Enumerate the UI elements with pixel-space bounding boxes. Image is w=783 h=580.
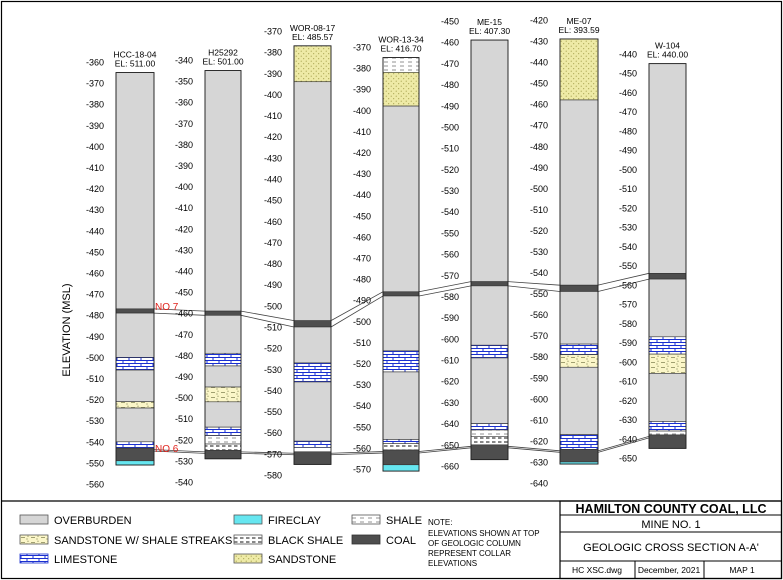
- tick-label: -520: [352, 359, 371, 369]
- stratum-overburden: [383, 106, 419, 292]
- tick-label: -440: [618, 49, 637, 60]
- stratum-overburden: [649, 64, 686, 274]
- tick-label: -450: [174, 287, 193, 298]
- tick-label: -500: [440, 122, 459, 133]
- tick-label: -530: [263, 364, 282, 375]
- stratum-sandstone-shale-streaks: [560, 355, 598, 368]
- stratum-coal: [116, 448, 154, 461]
- legend-label-coal: COAL: [386, 535, 416, 547]
- tick-label: -510: [174, 414, 193, 425]
- tick-label: -420: [352, 148, 371, 158]
- tick-label: -410: [174, 203, 193, 214]
- tick-label: -630: [529, 457, 548, 468]
- tick-label: -560: [263, 428, 282, 439]
- tick-label: -640: [529, 478, 548, 489]
- well-name: W-104: [655, 40, 680, 51]
- tick-label: -560: [440, 249, 459, 260]
- y-axis-label: ELEVATION (MSL): [61, 283, 73, 377]
- tick-label: -550: [440, 228, 459, 239]
- well-name: HCC-18-04: [113, 49, 157, 60]
- stratum-coal: [294, 452, 331, 465]
- well-h25292: [175, 48, 244, 488]
- tick-label: -530: [440, 186, 459, 197]
- stratum-coal: [383, 450, 419, 465]
- legend-swatch-sandstone-shale-streaks: [20, 535, 48, 544]
- tick-label: -580: [529, 352, 548, 363]
- well-name: H25292: [208, 47, 238, 58]
- tick-label: -590: [529, 373, 548, 384]
- tick-label: -370: [85, 78, 104, 89]
- tick-label: -450: [440, 16, 459, 27]
- note-line-4: ELEVATIONS: [428, 559, 478, 568]
- tick-label: -390: [85, 120, 104, 131]
- stratum-overburden: [205, 71, 241, 312]
- tick-label: -580: [263, 470, 282, 481]
- tick-label: -490: [174, 372, 193, 382]
- legend-item-limestone: [20, 554, 117, 566]
- tick-label: -400: [85, 141, 104, 152]
- stratum-limestone: [294, 441, 331, 447]
- tick-label: -460: [440, 37, 459, 48]
- tick-label: -520: [174, 435, 193, 446]
- tick-label: -370: [174, 118, 193, 129]
- legend-label-limestone: LIMESTONE: [54, 554, 118, 566]
- tick-label: -640: [618, 434, 637, 445]
- legend-swatch-overburden: [20, 515, 48, 524]
- tick-label: -500: [85, 352, 104, 363]
- stratum-overburden: [205, 315, 241, 353]
- tick-label: -410: [352, 126, 371, 137]
- stratum-overburden: [383, 372, 419, 440]
- stratum-overburden: [471, 286, 508, 345]
- tick-label: -560: [529, 310, 548, 321]
- tick-label: -450: [263, 195, 282, 206]
- tick-label: -590: [618, 338, 637, 349]
- tick-label: -520: [85, 395, 104, 406]
- tick-label: -520: [529, 225, 548, 236]
- tick-label: -540: [529, 268, 548, 279]
- stratum-overburden: [294, 327, 331, 363]
- tick-label: -470: [618, 107, 637, 118]
- stratum-shale: [205, 436, 241, 444]
- stratum-limestone: [205, 427, 241, 435]
- drawing-file: HC XSC.dwg: [571, 565, 623, 575]
- stratum-black-shale: [205, 444, 241, 450]
- tick-label: -650: [440, 440, 459, 451]
- stratum-limestone: [471, 424, 508, 430]
- tick-label: -470: [263, 237, 282, 248]
- tick-label: -470: [174, 329, 193, 340]
- tick-label: -520: [618, 203, 637, 214]
- stratum-coal: [294, 321, 331, 327]
- tick-label: -490: [352, 295, 371, 306]
- well-me-15: [441, 17, 510, 472]
- tick-label: -620: [529, 436, 548, 447]
- stratum-sandstone: [560, 39, 598, 100]
- tick-label: -620: [440, 376, 459, 387]
- well-me-07: [530, 16, 600, 489]
- legend-swatch-shale: [352, 515, 380, 524]
- tick-label: -470: [352, 253, 371, 264]
- legend-swatch-limestone: [20, 554, 48, 563]
- legend-item-sandstone: [234, 554, 336, 566]
- stratum-overburden: [116, 73, 154, 309]
- legend-swatch-coal: [352, 535, 380, 544]
- well-name: ME-15: [476, 17, 503, 28]
- stratum-overburden: [560, 100, 598, 285]
- tick-label: -440: [529, 57, 548, 68]
- stratum-sandstone-shale-streaks: [205, 387, 241, 402]
- stratum-overburden: [560, 291, 598, 344]
- tick-label: -450: [618, 68, 637, 79]
- mine-name: MINE NO. 1: [641, 519, 701, 531]
- well-elevation: EL: 501.00: [202, 56, 244, 67]
- tick-label: -540: [618, 241, 637, 252]
- tick-label: -530: [352, 380, 371, 391]
- tick-label: -450: [529, 78, 548, 89]
- seam-line-no7: [419, 282, 471, 292]
- legend-label-fireclay: FIRECLAY: [268, 515, 321, 527]
- tick-label: -540: [440, 207, 459, 218]
- stratum-limestone: [560, 435, 598, 450]
- tick-label: -540: [263, 385, 282, 396]
- stratum-overburden: [383, 296, 419, 351]
- tick-label: -550: [618, 261, 637, 272]
- seam-label-no6: NO 6: [155, 444, 179, 455]
- stratum-limestone: [294, 363, 331, 382]
- tick-label: -470: [440, 58, 459, 69]
- tick-label: -610: [440, 355, 459, 366]
- legend-label-sandstone-shale-streaks: SANDSTONE W/ SHALE STREAKS: [54, 535, 233, 547]
- stratum-coal: [205, 450, 241, 458]
- tick-label: -380: [263, 47, 282, 58]
- title-block: [560, 501, 782, 579]
- tick-label: -560: [85, 479, 104, 490]
- tick-label: -350: [174, 76, 193, 87]
- tick-label: -380: [85, 99, 104, 110]
- tick-label: -560: [618, 280, 637, 291]
- stratum-sandstone-shale-streaks: [649, 354, 686, 373]
- stratum-black-shale: [383, 444, 419, 450]
- tick-label: -390: [263, 68, 282, 79]
- legend: [20, 515, 422, 566]
- well-name: WOR-13-34: [378, 34, 424, 45]
- drawing-date: December, 2021: [637, 565, 701, 575]
- legend-label-black-shale: BLACK SHALE: [268, 535, 344, 547]
- stratum-overburden: [649, 279, 686, 337]
- well-elevation: EL: 416.70: [380, 43, 422, 54]
- tick-label: -500: [618, 164, 637, 175]
- well-elevation: EL: 511.00: [114, 58, 156, 69]
- tick-label: -460: [352, 232, 371, 243]
- company-name: HAMILTON COUNTY COAL, LLC: [575, 502, 767, 516]
- tick-label: -530: [85, 416, 104, 427]
- note-line-2: OF GEOLOGIC COLUMN: [428, 539, 521, 548]
- tick-label: -580: [618, 318, 637, 329]
- tick-label: -550: [352, 422, 371, 433]
- well-hcc-18-04: [86, 50, 157, 490]
- tick-label: -540: [85, 437, 104, 448]
- tick-label: -570: [352, 464, 371, 475]
- tick-label: -650: [618, 453, 637, 464]
- tick-label: -390: [352, 84, 371, 95]
- legend-swatch-fireclay: [234, 515, 262, 524]
- tick-label: -400: [263, 89, 282, 100]
- stratum-coal: [649, 435, 686, 448]
- stratum-coal: [649, 273, 686, 279]
- tick-label: -390: [174, 161, 193, 171]
- tick-label: -340: [174, 55, 193, 66]
- note-title: NOTE:: [428, 518, 453, 527]
- stratum-overburden: [205, 402, 241, 427]
- tick-label: -360: [85, 57, 104, 68]
- tick-label: -590: [440, 313, 459, 324]
- stratum-limestone: [116, 357, 154, 370]
- stratum-limestone: [205, 353, 241, 366]
- tick-label: -500: [352, 316, 371, 327]
- tick-label: -580: [440, 291, 459, 302]
- tick-label: -440: [85, 226, 104, 237]
- legend-item-black-shale: [234, 535, 343, 547]
- map-number: MAP 1: [729, 565, 755, 575]
- tick-label: -430: [529, 36, 548, 47]
- legend-item-overburden: [20, 515, 132, 527]
- tick-label: -510: [618, 184, 637, 195]
- tick-label: -480: [618, 126, 637, 137]
- legend-swatch-black-shale: [234, 535, 262, 544]
- tick-label: -620: [618, 395, 637, 406]
- legend-label-overburden: OVERBURDEN: [54, 515, 132, 527]
- section-title: GEOLOGIC CROSS SECTION A-A': [583, 542, 759, 554]
- stratum-coal: [471, 445, 508, 460]
- tick-label: -490: [618, 145, 637, 156]
- tick-label: -570: [263, 449, 282, 460]
- tick-label: -460: [174, 308, 193, 319]
- note-line-1: ELEVATIONS SHOWN AT TOP: [428, 529, 540, 538]
- stratum-overburden: [116, 313, 154, 357]
- tick-label: -570: [440, 270, 459, 281]
- tick-label: -410: [263, 111, 282, 122]
- stratum-coal: [205, 311, 241, 315]
- stratum-sandstone-shale-streaks: [116, 402, 154, 408]
- seam-line-no7: [241, 311, 294, 321]
- tick-label: -640: [440, 419, 459, 430]
- tick-label: -550: [263, 407, 282, 418]
- tick-label: -570: [618, 299, 637, 310]
- tick-label: -530: [529, 247, 548, 257]
- tick-label: -510: [529, 204, 548, 215]
- stratum-overburden: [560, 367, 598, 434]
- stratum-sandstone: [383, 72, 419, 106]
- tick-label: -530: [174, 456, 193, 467]
- tick-label: -450: [352, 211, 371, 222]
- tick-label: -430: [85, 205, 104, 216]
- stratum-coal: [116, 309, 154, 313]
- tick-label: -630: [618, 415, 637, 426]
- stratum-limestone: [560, 344, 598, 355]
- tick-label: -520: [263, 343, 282, 354]
- well-wor-13-34: [353, 35, 424, 475]
- tick-label: -630: [440, 397, 459, 408]
- tick-label: -480: [174, 350, 193, 361]
- seam-line-no7: [508, 282, 560, 286]
- well-w-104: [619, 41, 688, 464]
- elevation-note: [428, 518, 540, 568]
- stratum-overburden: [471, 40, 508, 282]
- well-elevation: EL: 393.59: [558, 24, 600, 35]
- stratum-overburden: [294, 82, 331, 321]
- stratum-overburden: [205, 366, 241, 387]
- tick-label: -500: [174, 393, 193, 404]
- tick-label: -380: [174, 139, 193, 150]
- well-columns: [86, 16, 688, 490]
- legend-swatch-sandstone: [234, 554, 262, 563]
- well-wor-08-17: [264, 23, 335, 481]
- tick-label: -460: [618, 87, 637, 98]
- tick-label: -410: [85, 163, 104, 173]
- tick-label: -480: [263, 259, 282, 270]
- tick-label: -460: [529, 99, 548, 110]
- stratum-limestone: [649, 421, 686, 431]
- tick-label: -400: [174, 182, 193, 193]
- tick-label: -460: [85, 268, 104, 279]
- tick-label: -500: [529, 183, 548, 194]
- well-elevation: EL: 407.30: [468, 26, 511, 37]
- stratum-limestone: [116, 442, 154, 448]
- well-elevation: EL: 485.57: [291, 31, 334, 42]
- stratum-overburden: [116, 408, 154, 442]
- tick-label: -480: [440, 80, 459, 91]
- tick-label: -370: [263, 26, 282, 37]
- stratum-limestone: [383, 439, 419, 443]
- tick-label: -450: [85, 247, 104, 258]
- stratum-overburden: [294, 382, 331, 441]
- stratum-fireclay: [116, 461, 154, 465]
- tick-label: -400: [352, 105, 371, 116]
- tick-label: -600: [618, 357, 637, 368]
- stratum-shale: [383, 58, 419, 73]
- tick-label: -610: [618, 376, 637, 387]
- well-name: WOR-08-17: [289, 22, 336, 33]
- note-line-3: REPRESENT COLLAR: [428, 549, 511, 558]
- tick-label: -600: [440, 334, 459, 345]
- stratum-overburden: [649, 373, 686, 421]
- tick-label: -540: [174, 477, 193, 488]
- tick-label: -480: [529, 141, 548, 152]
- tick-label: -470: [85, 289, 104, 300]
- tick-label: -480: [85, 310, 104, 321]
- tick-label: -490: [85, 331, 104, 342]
- tick-label: -520: [440, 164, 459, 175]
- tick-label: -510: [440, 143, 459, 154]
- stratum-coal: [471, 282, 508, 286]
- stratum-shale: [649, 431, 686, 435]
- tick-label: -430: [263, 153, 282, 164]
- tick-label: -440: [174, 266, 193, 277]
- tick-label: -500: [263, 301, 282, 312]
- tick-label: -460: [263, 216, 282, 227]
- tick-label: -370: [352, 42, 371, 53]
- tick-label: -490: [529, 162, 548, 173]
- legend-item-sandstone-shale-streaks: [20, 535, 232, 547]
- tick-label: -510: [352, 337, 371, 348]
- seam-label-no7: NO 7: [155, 302, 179, 313]
- tick-label: -420: [174, 224, 193, 235]
- tick-label: -610: [529, 415, 548, 426]
- stratum-overburden: [471, 358, 508, 424]
- stratum-coal: [383, 292, 419, 296]
- tick-label: -560: [352, 443, 371, 454]
- tick-label: -430: [174, 245, 193, 256]
- tick-label: -530: [618, 222, 637, 233]
- tick-label: -660: [440, 461, 459, 472]
- tick-label: -360: [174, 97, 193, 108]
- tick-label: -490: [263, 280, 282, 291]
- tick-label: -470: [529, 120, 548, 131]
- stratum-black-shale: [471, 436, 508, 444]
- tick-label: -440: [263, 174, 282, 185]
- tick-label: -550: [529, 289, 548, 300]
- stratum-coal: [560, 449, 598, 462]
- tick-label: -490: [440, 101, 459, 112]
- tick-label: -510: [85, 374, 104, 384]
- tick-label: -570: [529, 331, 548, 342]
- tick-label: -420: [529, 15, 548, 26]
- stratum-limestone: [471, 345, 508, 358]
- tick-label: -380: [352, 63, 371, 74]
- stratum-shale: [471, 430, 508, 436]
- tick-label: -540: [352, 401, 371, 412]
- stratum-overburden: [116, 370, 154, 402]
- legend-item-shale: [352, 515, 422, 527]
- tick-label: -420: [85, 184, 104, 195]
- legend-item-fireclay: [234, 515, 322, 527]
- tick-label: -430: [352, 169, 371, 180]
- stratum-limestone: [649, 337, 686, 354]
- legend-label-sandstone: SANDSTONE: [268, 554, 337, 566]
- legend-item-coal: [352, 535, 416, 547]
- tick-label: -440: [352, 190, 371, 201]
- tick-label: -480: [352, 274, 371, 285]
- stratum-limestone: [383, 351, 419, 372]
- tick-label: -510: [263, 322, 282, 333]
- tick-label: -420: [263, 132, 282, 143]
- tick-label: -550: [85, 458, 104, 469]
- stratum-coal: [560, 285, 598, 291]
- stratum-fireclay: [383, 465, 419, 471]
- well-elevation: EL: 440.00: [646, 49, 689, 60]
- well-name: ME-07: [566, 15, 592, 26]
- legend-label-shale: SHALE: [386, 515, 423, 527]
- stratum-sandstone: [294, 46, 331, 82]
- tick-label: -600: [529, 394, 548, 405]
